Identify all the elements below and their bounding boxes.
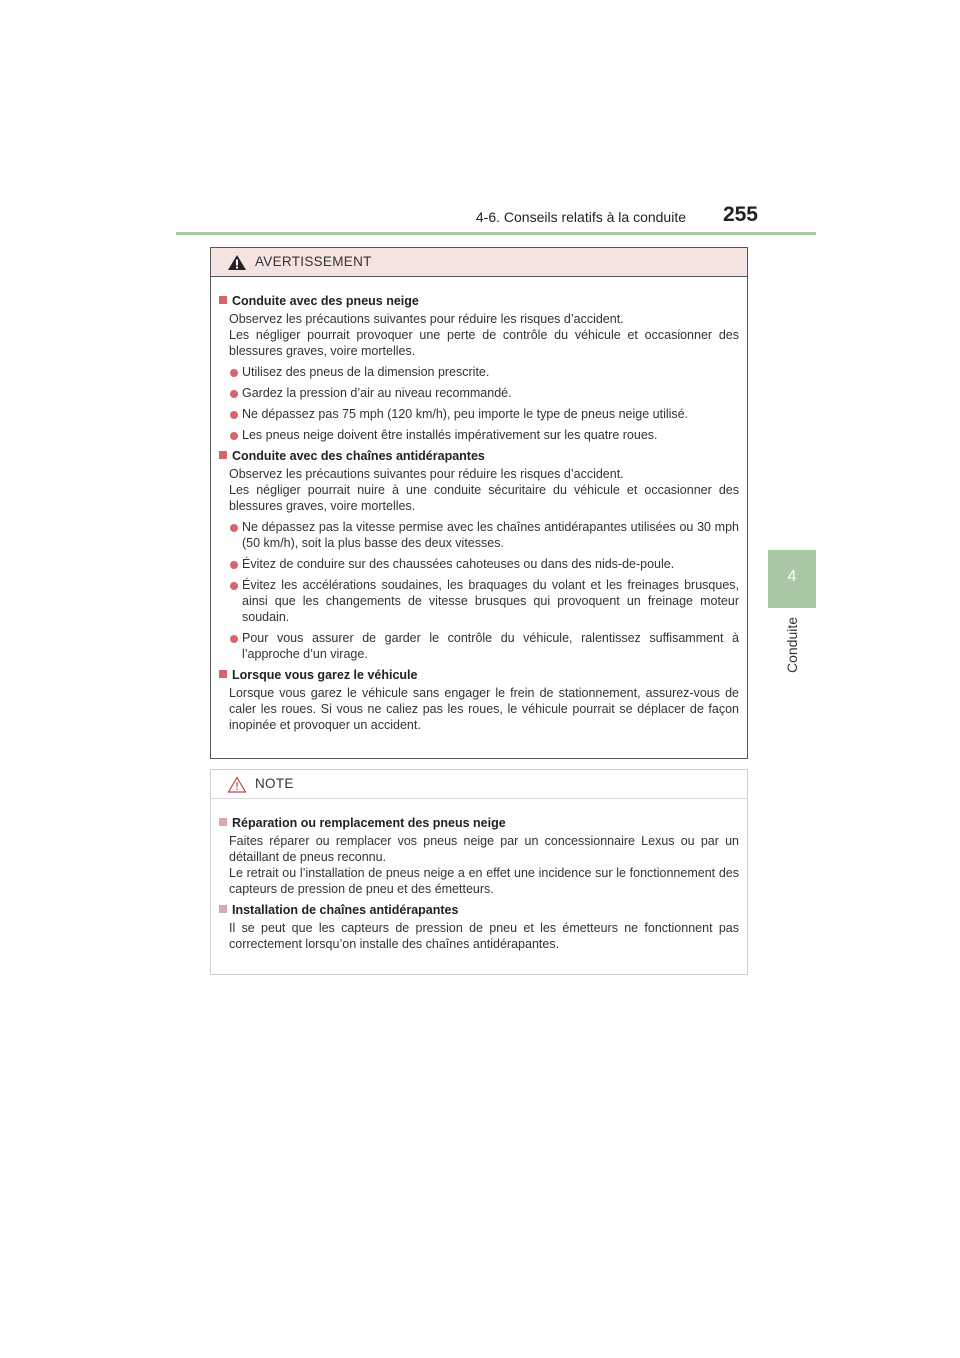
warning-header <box>211 248 747 277</box>
bullet-dot-icon <box>230 635 238 643</box>
chapter-label-wrap <box>768 600 816 690</box>
bullet-dot-icon <box>230 524 238 532</box>
paragraph: Les négliger pourrait provoquer une perte de contrôle du véhicule et occasionner des blessures graves, voire mortelles. <box>229 328 739 358</box>
section-title: 4-6. Conseils relatifs à la conduite <box>475 209 686 225</box>
bullet-item: Évitez de conduire sur des chaussées cahoteuses ou dans des nids-de-poule. <box>219 556 739 572</box>
square-bullet-icon <box>219 905 227 913</box>
paragraph: Lorsque vous garez le véhicule sans engager le frein de stationnement, assurez-vous de caler les roues. Si vous ne caliez pas les roues, le véhicule pourrait se déplacer de façon inopinée et provoquer un accident. <box>229 686 739 732</box>
bullet-dot-icon <box>230 561 238 569</box>
warning-section-title: Lorsque vous garez le véhicule <box>219 667 739 683</box>
note-box <box>210 769 748 975</box>
bullet-item: Ne dépassez pas la vitesse permise avec les chaînes antidérapantes utilisées ou 30 mph (50 km/h), soit la plus basse des deux vitesses. <box>219 519 739 551</box>
paragraph: Il se peut que les capteurs de pression de pneu et les émetteurs ne fonctionnent pas correctement lorsqu’on installe des chaînes antidérapantes. <box>229 921 739 951</box>
paragraph: Le retrait ou l’installation de pneus neige a en effet une incidence sur le fonctionnement des capteurs de pression de pneu et des émetteurs. <box>229 866 739 896</box>
note-title: NOTE <box>255 776 294 791</box>
paragraph: Faites réparer ou remplacer vos pneus neige par un concessionnaire Lexus ou par un détaillant de pneus reconnu. <box>229 834 739 864</box>
square-bullet-icon <box>219 670 227 678</box>
bullet-item: Ne dépassez pas 75 mph (120 km/h), peu importe le type de pneus neige utilisé. <box>219 406 739 422</box>
note-section-title: Installation de chaînes antidérapantes <box>219 902 739 918</box>
bullet-dot-icon <box>230 432 238 440</box>
warning-title: AVERTISSEMENT <box>255 254 372 269</box>
square-bullet-icon <box>219 818 227 826</box>
bullet-dot-icon <box>230 411 238 419</box>
page-number: 255 <box>722 203 758 226</box>
bullet-item: Utilisez des pneus de la dimension prescrite. <box>219 364 739 380</box>
chapter-label: Conduite <box>784 616 800 674</box>
bullet-item: Pour vous assurer de garder le contrôle du véhicule, ralentissez suffisamment à l’approche d’un virage. <box>219 630 739 662</box>
bullet-item: Évitez les accélérations soudaines, les braquages du volant et les freinages brusques, ainsi que les changements de vitesse brusques qui provoquent un freinage moteur soudain. <box>219 577 739 625</box>
paragraph: Observez les précautions suivantes pour réduire les risques d’accident. <box>229 467 624 481</box>
header-divider <box>176 232 816 235</box>
warning-body <box>211 277 747 733</box>
bullet-dot-icon <box>230 390 238 398</box>
bullet-dot-icon <box>230 582 238 590</box>
bullet-item: Les pneus neige doivent être installés impérativement sur les quatre roues. <box>219 427 739 443</box>
page-header <box>176 203 816 231</box>
warning-section-title: Conduite avec des chaînes antidérapantes <box>219 448 739 464</box>
square-bullet-icon <box>219 451 227 459</box>
warning-section-title: Conduite avec des pneus neige <box>219 293 739 309</box>
note-header <box>211 770 747 799</box>
paragraph: Observez les précautions suivantes pour réduire les risques d’accident. <box>229 312 624 326</box>
chapter-number: 4 <box>787 568 797 585</box>
square-bullet-icon <box>219 296 227 304</box>
warning-triangle-icon <box>227 254 247 271</box>
paragraph: Les négliger pourrait nuire à une conduite sécuritaire du véhicule et occasionner des blessures graves, voire mortelles. <box>229 483 739 513</box>
warning-box <box>210 247 748 759</box>
note-section-title: Réparation ou remplacement des pneus neige <box>219 815 739 831</box>
caution-triangle-icon <box>227 776 247 793</box>
bullet-dot-icon <box>230 369 238 377</box>
bullet-item: Gardez la pression d’air au niveau recommandé. <box>219 385 739 401</box>
note-body <box>211 799 747 952</box>
